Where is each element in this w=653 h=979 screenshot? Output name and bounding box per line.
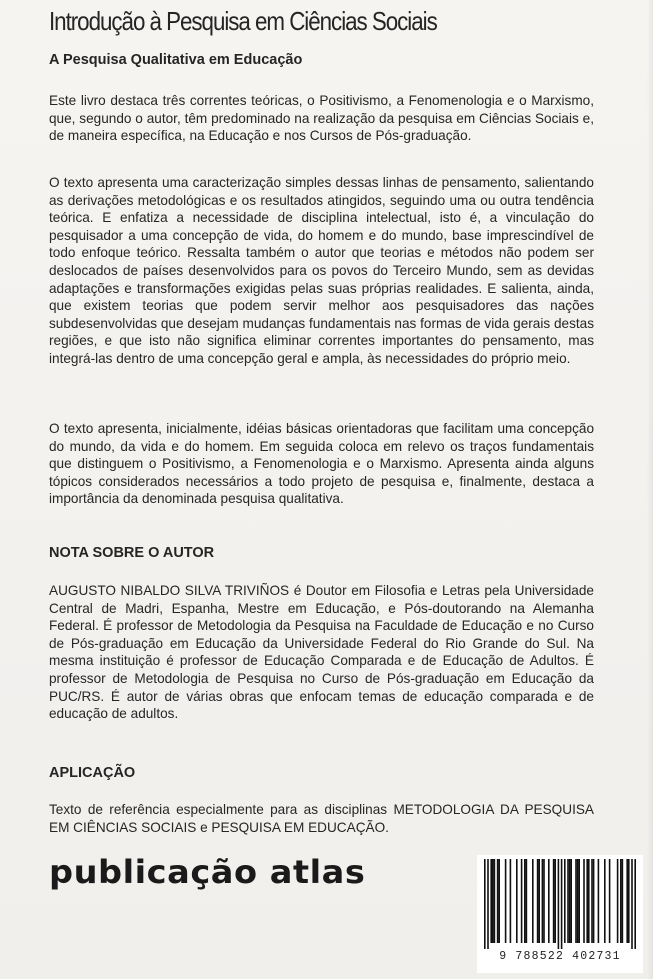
barcode-bar <box>492 859 494 943</box>
barcode-bar <box>497 859 499 943</box>
barcode-bar <box>593 859 595 943</box>
author-note-heading: NOTA SOBRE O AUTOR <box>49 545 215 561</box>
barcode-bar <box>570 859 572 943</box>
paragraph-intro: Este livro destaca três correntes teóricas, o Positivismo, a Fenomenologia e o Marxismo, que, segundo o autor, têm predominado na realização da pesquisa em Ciências Sociais e, de maneira específica, na Educação e nos Cursos de Pós-graduação. <box>49 93 594 144</box>
barcode-bar <box>543 859 545 943</box>
barcode-bar <box>524 859 526 943</box>
barcode-bar <box>538 859 540 943</box>
barcode-bar <box>521 859 523 943</box>
barcode-bar <box>583 859 585 943</box>
barcode-bar <box>564 859 566 943</box>
barcode-bar <box>575 859 577 943</box>
barcode-bar <box>631 859 633 949</box>
barcode-bar <box>634 859 636 949</box>
barcode <box>477 855 643 973</box>
barcode-bar <box>548 859 550 943</box>
barcode-bar <box>609 859 611 943</box>
barcode-bar <box>561 859 563 949</box>
barcode-bar <box>553 859 555 943</box>
barcode-bar <box>532 859 534 943</box>
application-heading: APLICAÇÃO <box>49 765 136 781</box>
barcode-bar <box>487 859 489 949</box>
barcode-bar <box>526 859 528 943</box>
barcode-bar <box>586 859 588 943</box>
barcode-bar <box>567 859 569 943</box>
barcode-bar <box>484 859 486 949</box>
barcode-bar <box>516 859 518 943</box>
barcode-bar <box>622 859 624 943</box>
book-title: Introdução à Pesquisa em Ciências Sociais <box>49 6 437 36</box>
barcode-bar <box>494 859 496 943</box>
barcode-bar <box>591 859 593 943</box>
barcode-bar <box>554 859 556 943</box>
book-subtitle: A Pesquisa Qualitativa em Educação <box>49 52 303 68</box>
barcode-bar <box>505 859 507 943</box>
barcode-bar <box>537 859 539 943</box>
barcode-bar <box>628 859 630 943</box>
barcode-bar <box>626 859 628 943</box>
barcode-bar <box>490 859 492 943</box>
paragraph-structure: O texto apresenta, inicialmente, idéias básicas orientadoras que facilitam uma concepção do mundo, da vida e do homem. Em seguida coloca em relevo os traços fundamentais que distinguem o Positivismo, a Fenomenologia e o Marxismo. Apresenta ainda alguns tópicos considerados necessários a todo projeto de pesquisa e, finalmente, destaca a importância da denominada pesquisa qualitativa. <box>49 421 594 507</box>
publisher-logo: publicação atlas <box>49 853 366 891</box>
paragraph-content: O texto apresenta uma caracterização simples dessas linhas de pensamento, salientando as derivações metodológicas e os resultados atingidos, seguindo uma ou outra tendência teórica. E enfatiza a necessidade de disciplina intelectual, isto é, a vinculação do pesquisador a uma concepção de vida, do homem e do mundo, base imprescindível de todo enfoque teórico. Ressalta também o autor que teorias e métodos não podem ser deslocados de países desenvolvidos para os povos do Terceiro Mundo, sem as devidas adaptações e transformações exigidas pelas suas próprias realidades. E salienta, ainda, que existem teorias que podem servir melhor aos pesquisadores das nações subdesenvolvidas que desejam mudanças fundamentais nas formas de vida gerais destas regiões, e que isto não significa eliminar correntes importantes do pensamento, mas integrá-las dentro de uma concepção geral e ampla, às necessidades do próprio meio. <box>49 175 594 366</box>
barcode-bar <box>598 859 600 943</box>
author-note-text: AUGUSTO NIBALDO SILVA TRIVIÑOS é Doutor em Filosofia e Letras pela Universidade Central de Madri, Espanha, Mestre em Educação, e Pós-doutorando na Alemanha Federal. É professor de Metodologia da Pesquisa na Faculdade de Educação e no Curso de Pós-graduação em Educação da Universidade Federal do Rio Grande do Sul. Na mesma instituição é professor de Educação Comparada e de Educação de Adultos. É professor de Metodologia de Pesquisa no Curso de Pós-graduação em Educação da PUC/RS. É autor de várias obras que enfocam temas de educação comparada e de educação de adultos. <box>49 583 594 722</box>
barcode-number: 9 788522 402731 <box>499 950 621 963</box>
barcode-bar <box>588 859 590 943</box>
barcode-bar <box>510 859 512 943</box>
barcode-bar <box>578 859 580 943</box>
barcode-bar <box>569 859 571 943</box>
barcode-bar <box>558 859 560 949</box>
application-text: Texto de referência especialmente para as disciplinas METODOLOGIA DA PESQUISA EM CIÊNCIAS SOCIAIS e PESQUISA EM EDUCAÇÃO. <box>49 802 594 835</box>
barcode-bar <box>604 859 606 943</box>
barcode-bar <box>617 859 619 943</box>
barcode-bar <box>577 859 579 943</box>
barcode-bar <box>620 859 622 943</box>
barcode-bar <box>542 859 544 943</box>
page-edge <box>647 0 653 979</box>
barcode-bar <box>498 859 500 943</box>
barcode-bars <box>481 859 639 949</box>
